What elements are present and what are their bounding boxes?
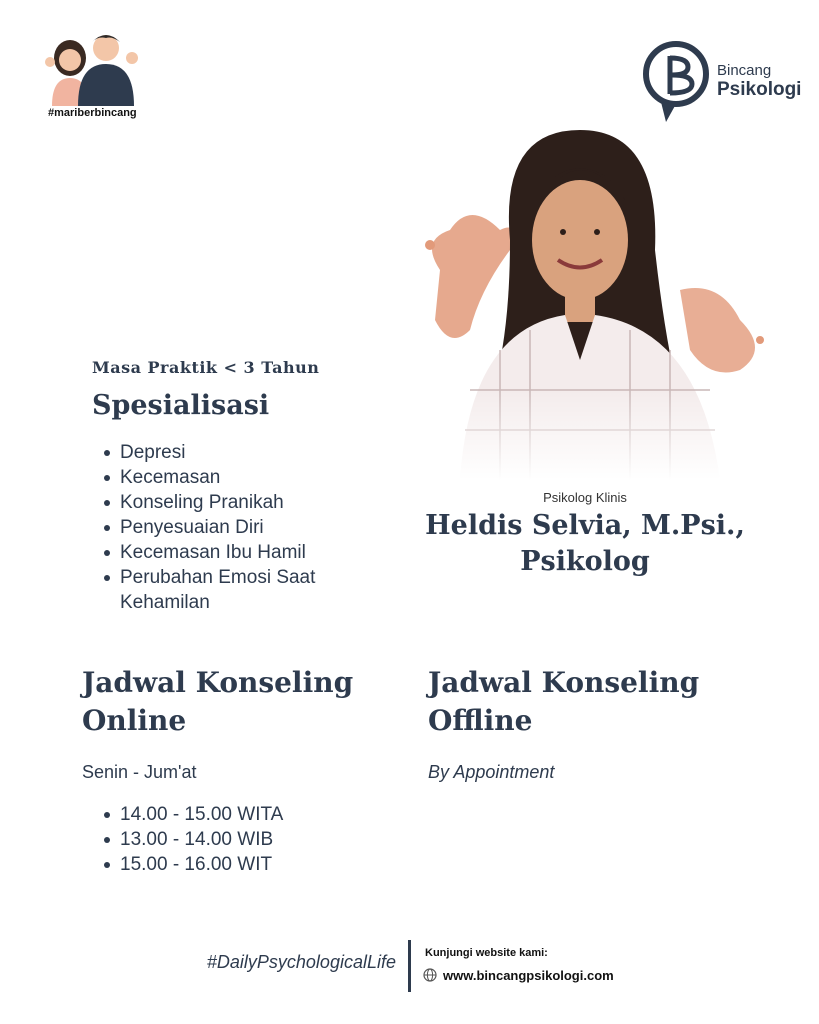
offline-note: By Appointment [428, 762, 555, 782]
specialization-item: Depresi [98, 440, 388, 465]
online-title-line2: Online [82, 704, 187, 737]
specialization-item: Konseling Pranikah [98, 490, 388, 515]
footer-divider [408, 940, 411, 992]
profile-role: Psikolog Klinis [543, 490, 627, 505]
experience-label: Masa Praktik < 3 Tahun [92, 358, 320, 377]
website-link[interactable]: www.bincangpsikologi.com [443, 968, 614, 983]
footer-hashtag: #DailyPsychologicalLife [206, 952, 396, 972]
globe-icon [423, 968, 437, 982]
online-schedule-title [82, 664, 382, 740]
online-time-item: 15.00 - 16.00 WIT [98, 852, 398, 877]
specialization-list [98, 440, 388, 615]
offline-title-line1: Jadwal Konseling [428, 666, 700, 699]
psychologist-portrait-photo [380, 120, 800, 480]
specialization-item: Perubahan Emosi Saat Kehamilan [98, 565, 388, 615]
specialization-item: Kecemasan Ibu Hamil [98, 540, 388, 565]
profile-name-line2: Psikolog [520, 546, 650, 577]
brand-name-line1: Bincang [717, 62, 772, 79]
hashtag-top: #mariberbincang [48, 107, 137, 119]
online-time-item: 13.00 - 14.00 WIB [98, 827, 398, 852]
profile-name [410, 508, 760, 580]
profile-name-line1: Heldis Selvia, M.Psi., [425, 510, 745, 541]
footer-visit-label: Kunjungi website kami: [425, 947, 548, 959]
specialization-title: Spesialisasi [92, 390, 270, 421]
offline-schedule-title [428, 664, 748, 740]
online-time-item: 14.00 - 15.00 WITA [98, 802, 398, 827]
mascot-illustration [40, 28, 144, 106]
online-days: Senin - Jum'at [82, 762, 197, 782]
b-speech-bubble-logo-icon [642, 38, 710, 124]
online-title-line1: Jadwal Konseling [82, 666, 354, 699]
specialization-item: Penyesuaian Diri [98, 515, 388, 540]
specialization-item: Kecemasan [98, 465, 388, 490]
online-times-list [98, 802, 398, 877]
offline-title-line2: Offline [428, 704, 533, 737]
brand-name-line2: Psikologi [717, 79, 802, 100]
